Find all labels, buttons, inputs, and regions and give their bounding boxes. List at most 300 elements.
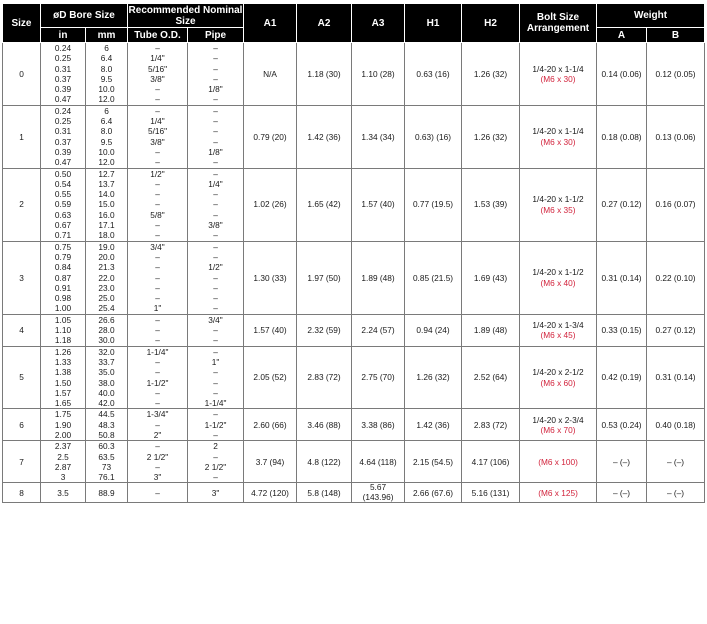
tube-od-header: Tube O.D.	[128, 28, 188, 43]
pipe-value: 1-1/4"	[204, 398, 227, 409]
bore-mm-value: 6.4	[100, 116, 113, 127]
tube-od-value: 1/2"	[150, 168, 165, 179]
pipe-value: 2 1/2"	[204, 461, 227, 472]
a2-cell: 5.8 (148)	[297, 483, 352, 503]
a3-cell: 1.89 (48)	[352, 241, 405, 314]
bore-mm-cell	[86, 43, 128, 106]
tube-od-value: 1/4"	[150, 53, 165, 64]
bolt-metric-value: (M6 x 100)	[538, 456, 578, 467]
tube-od-value: –	[155, 461, 160, 472]
bore-mm-cell	[86, 105, 128, 168]
bolt-size-cell	[520, 43, 597, 106]
tube-od-value: –	[155, 441, 160, 452]
bore-in-value: 3.5	[57, 487, 69, 498]
bore-mm-value: 12.7	[98, 168, 115, 179]
size-cell: 6	[3, 409, 41, 441]
tube-od-cell	[128, 241, 188, 314]
pipe-value: –	[213, 105, 218, 116]
bore-in-value: 1.75	[54, 409, 72, 420]
pipe-value: –	[213, 409, 218, 420]
bore-in-value: 0.39	[54, 84, 72, 95]
bore-mm-value: 44.5	[98, 409, 115, 420]
pipe-value: –	[213, 451, 218, 462]
a1-cell: 3.7 (94)	[244, 441, 297, 483]
bore-in-cell	[41, 441, 86, 483]
size-cell: 3	[3, 241, 41, 314]
pipe-cell	[188, 346, 244, 409]
pipe-value: 3"	[211, 487, 220, 498]
bore-in-value: 0.24	[54, 105, 72, 116]
tube-od-cell	[128, 483, 188, 503]
bore-in-value: 1.10	[54, 325, 72, 336]
h2-cell: 5.16 (131)	[462, 483, 520, 503]
pipe-cell	[188, 409, 244, 441]
bore-mm-value: 25.4	[98, 303, 115, 314]
pipe-value: –	[213, 367, 218, 378]
bolt-size-cell	[520, 346, 597, 409]
a2-cell: 1.65 (42)	[297, 168, 352, 241]
size-cell: 5	[3, 346, 41, 409]
pipe-value: –	[213, 251, 218, 262]
h1-cell: 0.63) (16)	[405, 105, 462, 168]
table-body	[3, 43, 705, 503]
h1-cell: 1.42 (36)	[405, 409, 462, 441]
bolt-size-cell	[520, 105, 597, 168]
tube-od-value: 1-3/4"	[146, 409, 169, 420]
h1-header: H1	[405, 4, 462, 43]
nominal-size-header: Recommended Nominal Size	[128, 4, 243, 27]
bore-mm-value: 8.0	[100, 63, 113, 74]
bore-mm-cell	[86, 441, 128, 483]
size-cell: 7	[3, 441, 41, 483]
bolt-metric-value: (M6 x 30)	[540, 136, 576, 147]
tube-od-cell	[128, 441, 188, 483]
bore-mm-value: 73	[101, 461, 112, 472]
a2-cell: 2.32 (59)	[297, 314, 352, 346]
tube-od-cell	[128, 346, 188, 409]
h2-cell: 1.26 (32)	[462, 43, 520, 106]
a1-cell: 1.57 (40)	[244, 314, 297, 346]
bore-in-value: 0.75	[54, 241, 72, 252]
bore-mm-value: 6.4	[100, 53, 113, 64]
tube-od-value: –	[155, 220, 160, 231]
tube-od-cell	[128, 105, 188, 168]
weight-a-cell: 0.18 (0.08)	[597, 105, 647, 168]
tube-od-cell	[128, 43, 188, 106]
weight-b-header: B	[647, 28, 705, 43]
bolt-size-cell	[520, 409, 597, 441]
weight-b-cell: – (–)	[647, 441, 705, 483]
bore-mm-cell	[86, 346, 128, 409]
bore-mm-cell	[86, 168, 128, 241]
pipe-value: –	[213, 199, 218, 210]
bore-mm-value: 50.8	[98, 429, 115, 440]
bolt-size-cell	[520, 241, 597, 314]
tube-od-value: –	[155, 84, 160, 95]
weight-a-cell: 0.27 (0.12)	[597, 168, 647, 241]
bore-in-cell	[41, 346, 86, 409]
pipe-value: –	[213, 346, 218, 357]
bore-mm-value: 60.3	[98, 441, 115, 452]
weight-b-cell: 0.13 (0.06)	[647, 105, 705, 168]
pipe-cell	[188, 241, 244, 314]
pipe-value: 3/4"	[208, 314, 223, 325]
bore-in-value: 3	[60, 472, 66, 483]
bolt-metric-value: (M6 x 40)	[540, 277, 576, 288]
bolt-size-cell	[520, 168, 597, 241]
tube-od-value: –	[155, 325, 160, 336]
bore-in-cell	[41, 43, 86, 106]
pipe-value: 1/8"	[208, 146, 223, 157]
tube-od-value: 2 1/2"	[146, 451, 169, 462]
bore-in-value: 1.90	[54, 419, 72, 430]
bore-in-value: 0.59	[54, 199, 72, 210]
tube-od-value: –	[155, 419, 160, 430]
pipe-value: –	[213, 116, 218, 127]
bore-mm-value: 26.6	[98, 314, 115, 325]
bore-in-value: 1.05	[54, 314, 72, 325]
tube-od-value: 1"	[153, 303, 162, 314]
weight-a-cell: – (–)	[597, 483, 647, 503]
bore-mm-value: 12.0	[98, 157, 115, 168]
bore-in-value: 1.18	[54, 335, 72, 346]
a1-cell: 2.60 (66)	[244, 409, 297, 441]
a1-cell: 0.79 (20)	[244, 105, 297, 168]
table-row	[3, 409, 705, 441]
tube-od-value: 5/8"	[150, 209, 165, 220]
bore-in-value: 0.31	[54, 126, 72, 137]
tube-od-value: –	[155, 487, 160, 498]
h2-cell: 1.69 (43)	[462, 241, 520, 314]
h2-cell: 2.52 (64)	[462, 346, 520, 409]
pipe-value: –	[213, 472, 218, 483]
pipe-value: –	[213, 189, 218, 200]
a2-cell: 3.46 (88)	[297, 409, 352, 441]
bore-in-cell	[41, 409, 86, 441]
h1-cell: 0.77 (19.5)	[405, 168, 462, 241]
tube-od-cell	[128, 409, 188, 441]
weight-a-header: A	[597, 28, 647, 43]
bore-mm-value: 40.0	[98, 387, 115, 398]
bore-mm-value: 14.0	[98, 189, 115, 200]
h2-cell: 1.26 (32)	[462, 105, 520, 168]
bore-mm-value: 28.0	[98, 325, 115, 336]
pipe-value: –	[213, 73, 218, 84]
bolt-metric-value: (M6 x 30)	[540, 73, 576, 84]
pipe-value: –	[213, 282, 218, 293]
tube-od-value: 2"	[153, 429, 162, 440]
pipe-value: 1/4"	[208, 178, 223, 189]
bore-mm-value: 13.7	[98, 178, 115, 189]
tube-od-value: –	[155, 293, 160, 304]
h1-cell: 0.94 (24)	[405, 314, 462, 346]
bore-in-cell	[41, 314, 86, 346]
tube-od-value: –	[155, 262, 160, 273]
size-cell: 2	[3, 168, 41, 241]
pipe-value: –	[213, 335, 218, 346]
tube-od-value: –	[155, 335, 160, 346]
bore-in-cell	[41, 168, 86, 241]
bore-in-value: 0.67	[54, 220, 72, 231]
table-row	[3, 314, 705, 346]
pipe-value: –	[213, 377, 218, 388]
bolt-imperial-value: 1/4-20 x 2-3/4	[532, 414, 584, 425]
bore-in-value: 2.00	[54, 429, 72, 440]
bore-size-header: øD Bore Size	[41, 4, 128, 28]
tube-od-value: 1/4"	[150, 116, 165, 127]
bolt-metric-value: (M6 x 45)	[540, 330, 576, 341]
weight-header: Weight	[597, 4, 705, 28]
bore-in-value: 0.37	[54, 136, 72, 147]
size-cell: 1	[3, 105, 41, 168]
pipe-cell	[188, 43, 244, 106]
tube-od-value: 1-1/2"	[146, 377, 169, 388]
bore-in-cell	[41, 483, 86, 503]
tube-od-value: –	[155, 157, 160, 168]
bore-mm-value: 48.3	[98, 419, 115, 430]
h2-cell: 2.83 (72)	[462, 409, 520, 441]
bore-in-value: 0.25	[54, 53, 72, 64]
h1-cell: 0.63 (16)	[405, 43, 462, 106]
bore-mm-value: 9.5	[100, 136, 113, 147]
a3-cell: 3.38 (86)	[352, 409, 405, 441]
pipe-value: 1/8"	[208, 84, 223, 95]
bolt-imperial-value: 1/4-20 x 2-1/2	[532, 367, 584, 378]
table-header	[3, 4, 705, 43]
h2-cell: 1.53 (39)	[462, 168, 520, 241]
bore-in-value: 2.87	[54, 461, 72, 472]
pipe-cell	[188, 441, 244, 483]
bolt-imperial-value: 1/4-20 x 1-1/2	[532, 194, 584, 205]
a1-cell: 4.72 (120)	[244, 483, 297, 503]
bore-mm-value: 10.0	[98, 84, 115, 95]
bore-mm-value: 17.1	[98, 220, 115, 231]
pipe-value: –	[213, 241, 218, 252]
bore-mm-value: 33.7	[98, 356, 115, 367]
a3-cell: 2.75 (70)	[352, 346, 405, 409]
a2-cell: 1.97 (50)	[297, 241, 352, 314]
bore-mm-value: 22.0	[98, 272, 115, 283]
bore-mm-value: 21.3	[98, 262, 115, 273]
tube-od-value: –	[155, 272, 160, 283]
tube-od-value: –	[155, 178, 160, 189]
bore-in-value: 0.31	[54, 63, 72, 74]
tube-od-value: 5/16"	[147, 126, 168, 137]
bolt-imperial-value: 1/4-20 x 1-1/4	[532, 126, 584, 137]
weight-a-cell: 0.53 (0.24)	[597, 409, 647, 441]
h1-cell: 2.66 (67.6)	[405, 483, 462, 503]
bore-mm-value: 20.0	[98, 251, 115, 262]
weight-b-cell: 0.27 (0.12)	[647, 314, 705, 346]
a1-cell: 2.05 (52)	[244, 346, 297, 409]
a2-cell: 2.83 (72)	[297, 346, 352, 409]
weight-a-cell: 0.14 (0.06)	[597, 43, 647, 106]
bore-mm-value: 19.0	[98, 241, 115, 252]
bore-mm-cell	[86, 409, 128, 441]
tube-od-value: –	[155, 94, 160, 105]
bore-in-value: 0.25	[54, 116, 72, 127]
bolt-size-cell	[520, 314, 597, 346]
bolt-imperial-value: 1/4-20 x 1-1/2	[532, 267, 584, 278]
tube-od-value: –	[155, 199, 160, 210]
h2-cell: 4.17 (106)	[462, 441, 520, 483]
pipe-value: –	[213, 272, 218, 283]
bore-mm-value: 18.0	[98, 230, 115, 241]
table-row	[3, 441, 705, 483]
table-row	[3, 241, 705, 314]
bore-mm-value: 12.0	[98, 94, 115, 105]
pipe-value: 1"	[211, 356, 220, 367]
size-cell: 4	[3, 314, 41, 346]
weight-a-cell: 0.33 (0.15)	[597, 314, 647, 346]
pipe-cell	[188, 314, 244, 346]
weight-a-cell: 0.31 (0.14)	[597, 241, 647, 314]
bore-in-value: 0.54	[54, 178, 72, 189]
tube-od-value: –	[155, 387, 160, 398]
bore-in-value: 0.91	[54, 282, 72, 293]
bore-in-value: 0.39	[54, 146, 72, 157]
tube-od-value: –	[155, 251, 160, 262]
bore-mm-value: 23.0	[98, 282, 115, 293]
bore-in-value: 2.37	[54, 441, 72, 452]
bore-in-value: 1.50	[54, 377, 72, 388]
a3-header: A3	[352, 4, 405, 43]
tube-od-value: –	[155, 105, 160, 116]
pipe-value: –	[213, 157, 218, 168]
tube-od-value: 5/16"	[147, 63, 168, 74]
table-row	[3, 43, 705, 106]
bore-in-value: 0.37	[54, 73, 72, 84]
size-cell: 0	[3, 43, 41, 106]
size-cell: 8	[3, 483, 41, 503]
bolt-imperial-value: 1/4-20 x 1-1/4	[532, 63, 584, 74]
table-row	[3, 483, 705, 503]
pipe-value: –	[213, 209, 218, 220]
bolt-metric-value: (M6 x 35)	[540, 204, 576, 215]
bore-in-value: 1.33	[54, 356, 72, 367]
dimension-spec-table	[2, 3, 705, 503]
bore-mm-value: 25.0	[98, 293, 115, 304]
bore-mm-value: 30.0	[98, 335, 115, 346]
pipe-value: –	[213, 63, 218, 74]
pipe-cell	[188, 105, 244, 168]
h1-cell: 1.26 (32)	[405, 346, 462, 409]
h1-cell: 0.85 (21.5)	[405, 241, 462, 314]
tube-od-value: –	[155, 230, 160, 241]
a3-cell: 1.34 (34)	[352, 105, 405, 168]
bolt-metric-value: (M6 x 125)	[538, 487, 578, 498]
a2-header: A2	[297, 4, 352, 43]
tube-od-value: –	[155, 314, 160, 325]
weight-b-cell: 0.22 (0.10)	[647, 241, 705, 314]
tube-od-value: –	[155, 282, 160, 293]
weight-b-cell: 0.16 (0.07)	[647, 168, 705, 241]
pipe-value: 2	[213, 441, 218, 452]
pipe-value: –	[213, 303, 218, 314]
bore-mm-cell	[86, 314, 128, 346]
table-row	[3, 105, 705, 168]
bore-in-value: 0.84	[54, 262, 72, 273]
bore-in-value: 1.00	[54, 303, 72, 314]
tube-od-cell	[128, 168, 188, 241]
bore-mm-value: 76.1	[98, 472, 115, 483]
bore-mm-value: 6	[104, 43, 109, 53]
bolt-size-cell	[520, 483, 597, 503]
bore-in-value: 0.87	[54, 272, 72, 283]
pipe-value: –	[213, 429, 218, 440]
a1-cell: 1.30 (33)	[244, 241, 297, 314]
a1-cell: 1.02 (26)	[244, 168, 297, 241]
bore-in-value: 1.38	[54, 367, 72, 378]
bore-mm-cell	[86, 241, 128, 314]
bore-mm-value: 42.0	[98, 398, 115, 409]
pipe-value: –	[213, 53, 218, 64]
a3-cell: 4.64 (118)	[352, 441, 405, 483]
a1-cell: N/A	[244, 43, 297, 106]
tube-od-value: 3/8"	[150, 73, 165, 84]
bore-mm-cell	[86, 483, 128, 503]
pipe-value: 3/8"	[208, 220, 223, 231]
bore-mm-value: 6	[104, 105, 109, 116]
weight-a-cell: – (–)	[597, 441, 647, 483]
bore-mm-value: 35.0	[98, 367, 115, 378]
tube-od-value: –	[155, 146, 160, 157]
pipe-cell	[188, 483, 244, 503]
h2-cell: 1.89 (48)	[462, 314, 520, 346]
tube-od-value: –	[155, 189, 160, 200]
tube-od-value: 3/8"	[150, 136, 165, 147]
bore-mm-value: 32.0	[98, 346, 115, 357]
bolt-metric-value: (M6 x 70)	[540, 424, 576, 435]
bore-mm-value: 16.0	[98, 209, 115, 220]
tube-od-cell	[128, 314, 188, 346]
a3-cell: 5.67 (143.96)	[352, 483, 405, 503]
bore-mm-value: 8.0	[100, 126, 113, 137]
bore-mm-value: 38.0	[98, 377, 115, 388]
tube-od-value: 3"	[153, 472, 162, 483]
bore-in-value: 0.47	[54, 157, 72, 168]
bore-in-cell	[41, 241, 86, 314]
tube-od-value: –	[155, 398, 160, 409]
a3-cell: 1.10 (28)	[352, 43, 405, 106]
pipe-value: –	[213, 168, 218, 179]
bore-in-value: 0.79	[54, 251, 72, 262]
bore-mm-value: 9.5	[100, 73, 113, 84]
pipe-value: –	[213, 293, 218, 304]
size-header: Size	[3, 4, 41, 43]
bore-in-value: 0.71	[54, 230, 72, 241]
bore-mm-value: 10.0	[98, 146, 115, 157]
pipe-cell	[188, 168, 244, 241]
pipe-header: Pipe	[188, 28, 244, 43]
bore-in-value: 0.63	[54, 209, 72, 220]
pipe-value: –	[213, 136, 218, 147]
tube-od-value: –	[155, 43, 160, 53]
a2-cell: 4.8 (122)	[297, 441, 352, 483]
table-row	[3, 346, 705, 409]
a2-cell: 1.42 (36)	[297, 105, 352, 168]
pipe-value: –	[213, 230, 218, 241]
pipe-value: –	[213, 94, 218, 105]
bolt-imperial-value: 1/4-20 x 1-3/4	[532, 319, 584, 330]
bore-mm-value: 15.0	[98, 199, 115, 210]
bore-mm-value: 63.5	[98, 451, 115, 462]
tube-od-value: –	[155, 356, 160, 367]
tube-od-value: 1-1/4"	[146, 346, 169, 357]
bolt-size-cell	[520, 441, 597, 483]
a1-header: A1	[244, 4, 297, 43]
a3-cell: 2.24 (57)	[352, 314, 405, 346]
